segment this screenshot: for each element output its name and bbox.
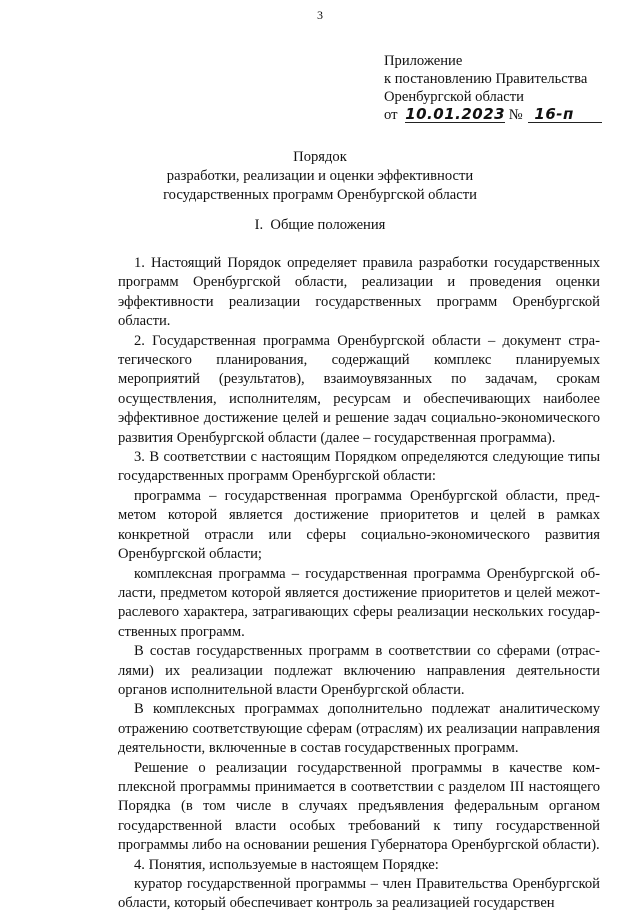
annex-line-2: к постановлению Правительства: [384, 71, 588, 87]
paragraph-3: 3. В соответствии с настоящим Порядком определяются следующие типы государственных программ Оренбургской области:: [118, 449, 600, 485]
annex-date-line: [384, 106, 624, 124]
page-number: 3: [317, 8, 323, 22]
document-title: [0, 148, 640, 205]
handwritten-date: 10.01.2023: [405, 105, 506, 123]
paragraph-8: Решение о реализации государственной программы в качестве комплексной программы принимается в соответствии с разделом III настоящего Порядка (в том числе в случаях предъявления федеральным органом государственной власти особых требований к типу государственной программы либо на основании решения Губернатора Оренбургской области).: [118, 759, 600, 854]
title-line-3: государственных программ Оренбургской области: [163, 187, 477, 203]
number-prefix: №: [508, 107, 523, 123]
paragraph-10: куратор государственной программы – член Правительства Оренбургской области, который обеспечивает контроль за реализацией государствен: [118, 876, 600, 912]
date-prefix: от: [384, 107, 398, 123]
paragraph-9: 4. Понятия, используемые в настоящем Порядке:: [134, 856, 439, 873]
paragraph-1: 1. Настоящий Порядок определяет правила разработки государственных программ Оренбургской области, реализации и проведения оценки эффективности реализации государственных программ Оренбургской области.: [118, 255, 600, 330]
paragraph-6: В состав государственных программ в соответствии со сферами (отраслями) их реализации подлежат включению направления деятельности органов исполнительной власти Оренбургской области.: [118, 643, 600, 698]
section-heading: [0, 216, 640, 235]
annex-line-3: Оренбургской области: [384, 89, 524, 105]
annex-line-1: Приложение: [384, 53, 463, 69]
section-heading-text: Общие положения: [270, 217, 386, 233]
paragraph-2: 2. Государственная программа Оренбургской области – документ стратегического планирования, содержащий комплекс планируемых мероприятий (результатов), взаимоувязанных по задачам, срокам осуществления, исполнителям, ресурсам и обеспечивающих наиболее эффективное достижение целей и решение задач социально-экономического развития Оренбургской области (далее – государственная программа).: [118, 332, 600, 446]
section-numeral: I.: [254, 217, 264, 233]
title-line-1: Порядок: [293, 149, 347, 165]
paragraph-4: программа – государственная программа Оренбургской области, предметом которой является достижение приоритетов и целей в рамках конкретной отрасли или сферы социально-экономического развития Оренбургской области;: [118, 487, 600, 563]
handwritten-number: 16-п: [528, 107, 602, 123]
annex-block: [384, 52, 624, 124]
paragraph-7: В комплексных программах дополнительно подлежат аналитическому отражению соответствующие сферам (отраслям) их реализации направления деятельности, включенные в состав государственных программ.: [118, 701, 600, 757]
body-text: [118, 254, 600, 914]
title-line-2: разработки, реализации и оценки эффективности: [166, 168, 474, 184]
paragraph-5: комплексная программа – государственная программа Оренбургской области, предметом которой является достижение приоритетов и целей межотраслевого характера, затрагивающих сферы реализации нескольких государственных программ.: [118, 565, 600, 640]
